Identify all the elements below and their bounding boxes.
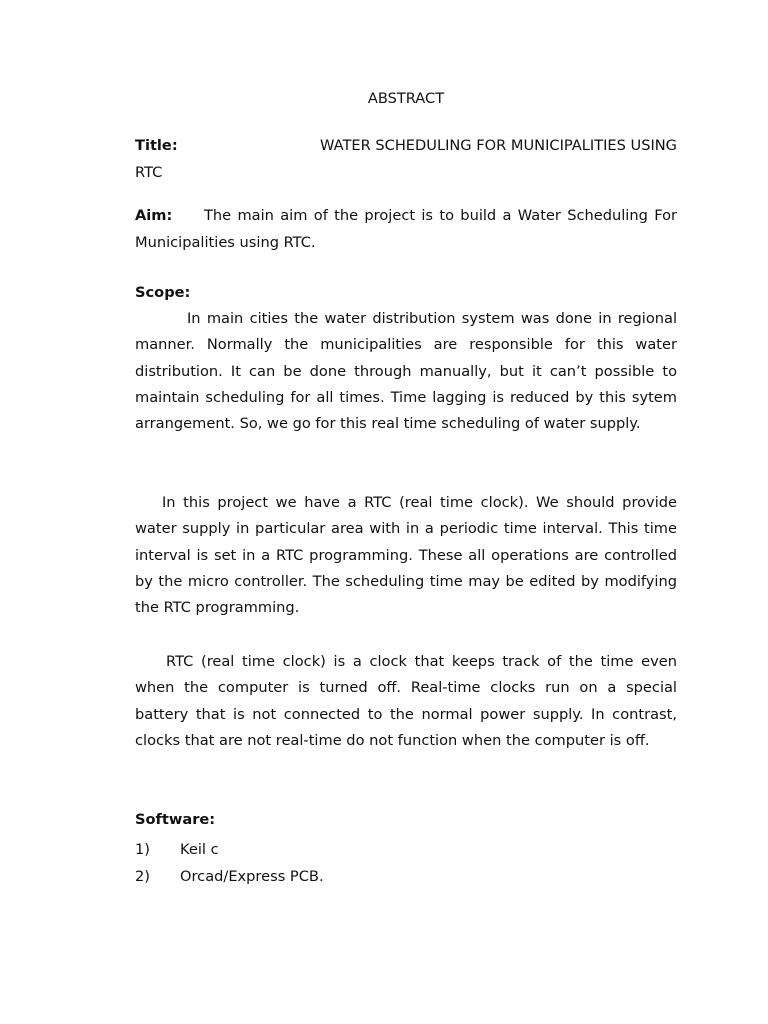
aim-block [135,203,677,256]
scope-paragraph-2: In this project we have a RTC (real time clock). We should provide water supply in particular area with in a periodic time interval. This time interval is set in a RTC programming. These all operations are controlled by the micro controller. The scheduling time may be edited by modifying the RTC programming. [135,494,677,617]
title-text-line2: RTC [135,164,163,181]
list-item-number: 2) [135,868,150,885]
software-label: Software: [135,811,216,828]
software-list [135,836,324,890]
title-label: Title: [135,137,178,154]
aim-text: The main aim of the project is to build a Water Scheduling For Municipalities using RTC. [135,207,677,251]
title-line [135,132,677,159]
scope-label: Scope: [135,284,191,301]
abstract-heading: ABSTRACT [367,90,445,107]
aim-label: Aim: [135,207,173,224]
scope-paragraph-1: In main cities the water distribution system was done in regional manner. Normally the municipalities are responsible for this water distribution. It can be done through manually, but it can’t possible to maintain scheduling for all times. Time lagging is reduced by this sytem arrangement. So, we go for this real time scheduling of water supply. [135,310,677,433]
list-item-text: Orcad/Express PCB. [180,868,324,885]
list-item [135,836,324,863]
list-item [135,863,324,890]
title-block [135,132,677,186]
scope-paragraph-3: RTC (real time clock) is a clock that keeps track of the time even when the computer is turned off. Real-time clocks run on a special battery that is not connected to the normal power supply. In contrast, clocks that are not real-time do not function when the computer is off. [135,653,677,749]
title-text-line1: WATER SCHEDULING FOR MUNICIPALITIES USING [319,137,677,154]
list-item-number: 1) [135,841,150,858]
list-item-text: Keil c [180,841,219,858]
